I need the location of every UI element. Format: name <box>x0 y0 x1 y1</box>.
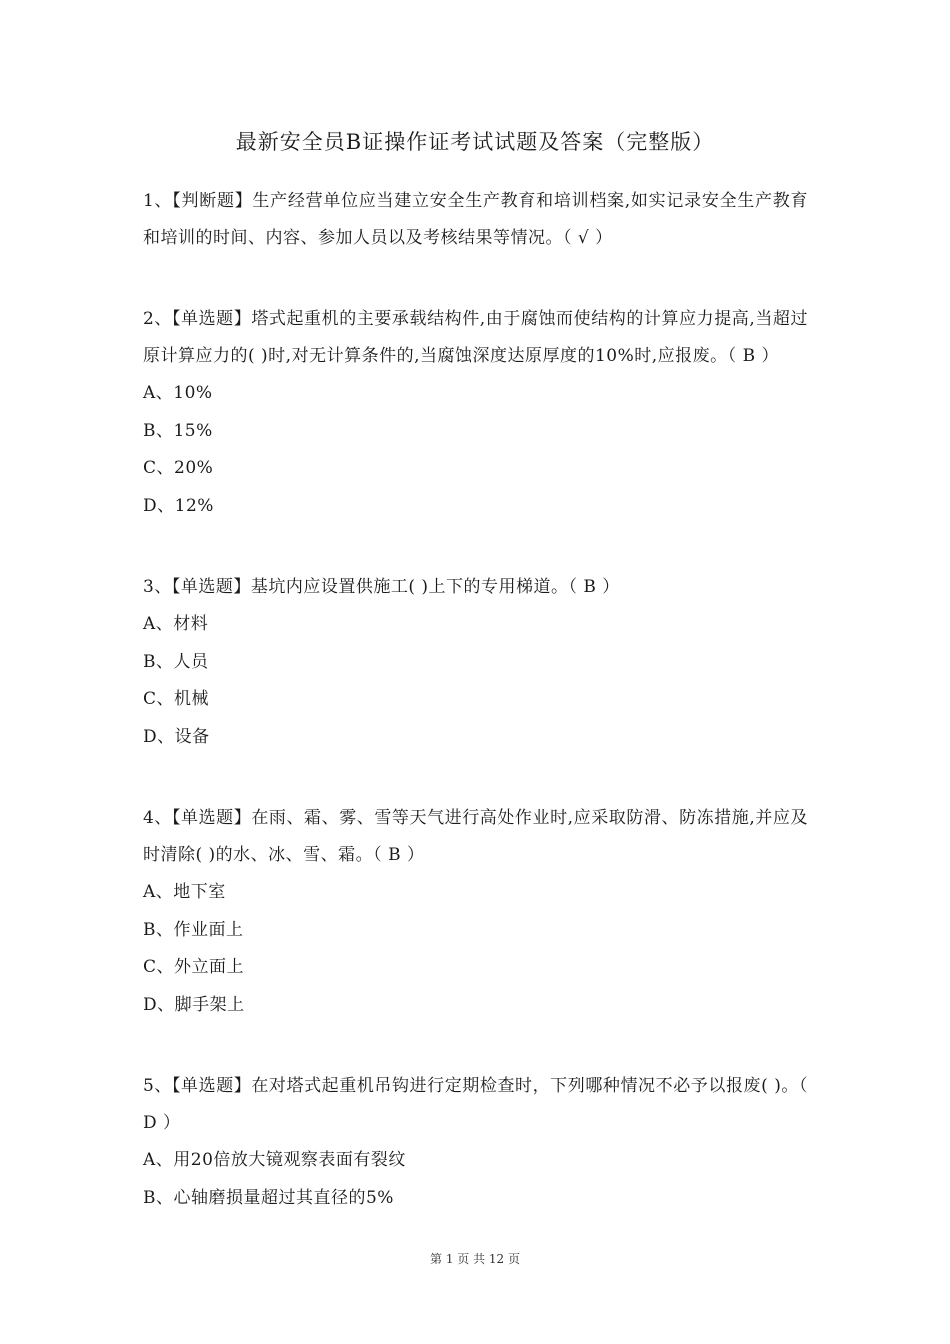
question-1 <box>143 183 808 257</box>
option-a: A、地下室 <box>143 882 226 902</box>
option-b: B、人员 <box>143 651 209 672</box>
option-c: C、外立面上 <box>143 957 245 977</box>
option-d: D、脚手架上 <box>143 994 245 1015</box>
question-text: 3、【单选题】基坑内应设置供施工( )上下的专用梯道。（ B ） <box>143 577 620 597</box>
document-title: 最新安全员B证操作证考试试题及答案（完整版） <box>235 130 715 154</box>
page-footer: 第 1 页 共 12 页 <box>430 1252 520 1266</box>
question-text: 1、【判断题】生产经营单位应当建立安全生产教育和培训档案,如实记录安全生产教育和培训的时间、内容、参加人员以及考核结果等情况。（ √ ） <box>143 191 808 248</box>
option-a: A、10% <box>143 383 213 403</box>
question-text: 2、【单选题】塔式起重机的主要承载结构件,由于腐蚀而使结构的计算应力提高,当超过原计算应力的( )时,对无计算条件的,当腐蚀深度达原厚度的10%时,应报废。（ B ） <box>143 309 808 366</box>
question-2 <box>143 301 808 525</box>
option-d: D、12% <box>143 495 214 516</box>
option-b: B、作业面上 <box>143 919 244 940</box>
option-c: C、机械 <box>143 689 210 709</box>
question-4 <box>143 800 808 1024</box>
option-b: B、15% <box>143 420 213 441</box>
question-text: 5、【单选题】在对塔式起重机吊钩进行定期检查时，下列哪种情况不必予以报废( )。（ D ） <box>143 1076 808 1133</box>
option-c: C、20% <box>143 458 214 478</box>
question-5 <box>143 1068 808 1217</box>
question-3 <box>143 569 808 756</box>
question-text: 4、【单选题】在雨、霜、雾、雪等天气进行高处作业时,应采取防滑、防冻措施,并应及时清除( )的水、冰、雪、霜。（ B ） <box>143 808 808 865</box>
option-a: A、用20倍放大镜观察表面有裂纹 <box>143 1150 406 1170</box>
option-a: A、材料 <box>143 614 209 634</box>
question-list <box>143 183 808 1261</box>
option-d: D、设备 <box>143 726 210 747</box>
option-b: B、心轴磨损量超过其直径的5% <box>143 1187 394 1208</box>
